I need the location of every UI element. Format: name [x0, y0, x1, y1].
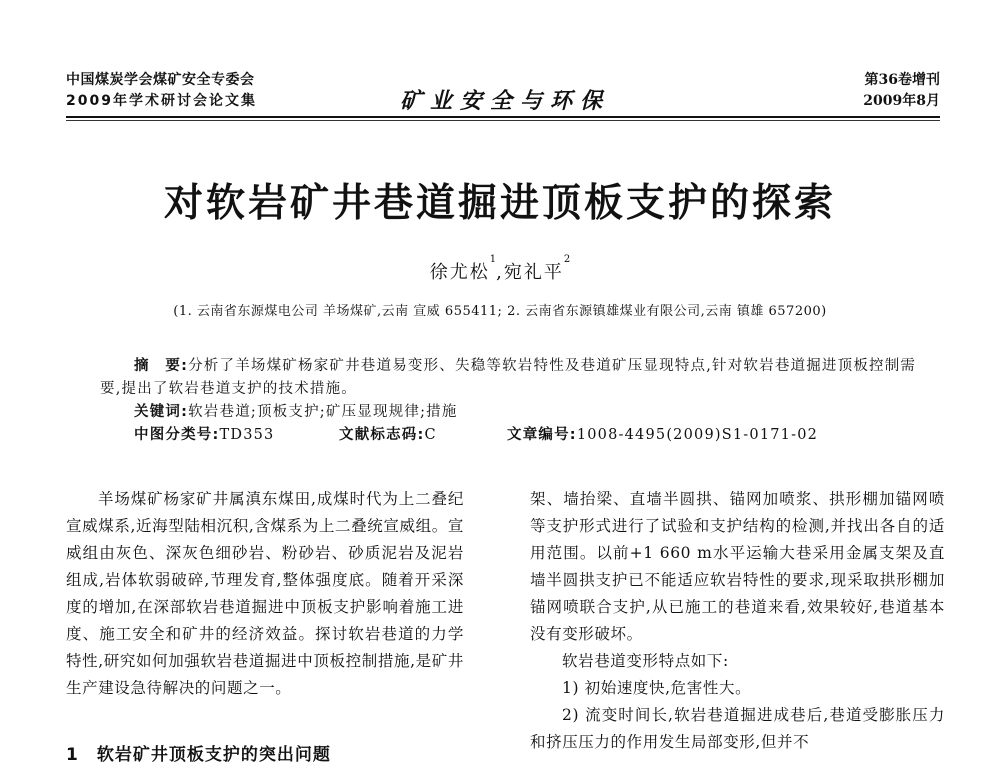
abstract-block	[100, 355, 920, 447]
author-name: 宛礼平	[503, 262, 564, 283]
article-number	[507, 424, 818, 447]
doc-code-label: 文献标志码:	[339, 427, 425, 443]
keywords-label: 关键词:	[134, 404, 189, 420]
header-rule-thick	[66, 116, 940, 118]
proceedings-info	[66, 70, 257, 112]
body-paragraph: 软岩巷道变形特点如下:	[562, 652, 729, 670]
abstract-label: 摘 要:	[134, 358, 189, 374]
proceedings-title: 2009年学术研讨会论文集	[66, 93, 257, 109]
abstract-text: 分析了羊场煤矿杨家矿井巷道易变形、失稳等软岩特性及巷道矿压显现特点,针对软岩巷道掘进顶板控制需要,提出了软岩巷道支护的技术措施。	[100, 358, 917, 397]
section-title: 软岩矿井顶板支护的突出问题	[96, 745, 331, 765]
body-column-right	[530, 486, 945, 756]
section-heading	[66, 740, 331, 765]
issue-date: 2009年8月	[863, 93, 940, 109]
volume-label: 第36卷增刊	[864, 72, 940, 88]
issue-info	[863, 70, 940, 112]
article-number-label: 文章编号:	[507, 427, 577, 443]
classification-line	[100, 424, 920, 447]
body-column-left	[66, 486, 464, 702]
list-item: 1) 初始速度快,危害性大。	[562, 679, 752, 697]
affiliation-mark: 2	[563, 254, 571, 265]
author-name: 徐尤松	[429, 262, 490, 283]
journal-name: 矿业安全与环保	[400, 88, 611, 114]
affiliation-mark: 1	[489, 254, 497, 265]
doc-code-value: C	[424, 427, 437, 443]
intro-paragraph: 羊场煤矿杨家矿井属滇东煤田,成煤时代为上二叠纪宣威煤系,近海型陆相沉积,含煤系为上二叠统宣威组。宣威组由灰色、深灰色细砂岩、粉砂岩、砂质泥岩及泥岩组成,岩体软弱破碎,节理发育,整体强度底。随着开采深度的增加,在深部软岩巷道掘进中顶板支护影响着施工进度、施工安全和矿井的经济效益。探讨软岩巷道的力学特性,研究如何加强软岩巷道掘进中顶板控制措施,是矿井生产建设急待解决的问题之一。	[66, 490, 464, 697]
keywords	[100, 401, 920, 424]
header-rule-thin	[66, 120, 940, 121]
author-separator: ,	[496, 262, 504, 283]
clc-code	[134, 424, 339, 447]
section-number: 1	[66, 745, 79, 765]
document-code	[339, 424, 507, 447]
affiliation-line: (1. 云南省东源煤电公司 羊场煤矿,云南 宣威 655411; 2. 云南省东源镇雄煤业有限公司,云南 镇雄 657200)	[173, 304, 827, 319]
article-title: 对软岩矿井巷道掘进顶板支护的探索	[163, 181, 836, 226]
author-line	[0, 254, 1000, 284]
abstract	[100, 355, 920, 401]
article-number-value: 1008-4495(2009)S1-0171-02	[576, 427, 819, 443]
proceedings-org: 中国煤炭学会煤矿安全专委会	[66, 72, 255, 88]
clc-label: 中图分类号:	[134, 427, 220, 443]
list-item: 2) 流变时间长,软岩巷道掘进成巷后,巷道受膨胀压力和挤压压力的作用发生局部变形,但并不	[530, 706, 945, 751]
body-paragraph: 架、墙抬梁、直墙半圆拱、锚网加喷浆、拱形棚加锚网喷等支护形式进行了试验和支护结构的检测,并找出各自的适用范围。以前+1 660 m水平运输大巷采用金属支架及直墙半圆拱支护已不能适应软岩特性的要求,现采取拱形棚加锚网喷联合支护,从已施工的巷道来看,效果较好,巷道基本没有变形破坏。	[530, 490, 945, 643]
keywords-text: 软岩巷道;顶板支护;矿压显现规律;措施	[188, 404, 458, 420]
clc-value: TD353	[219, 427, 275, 443]
